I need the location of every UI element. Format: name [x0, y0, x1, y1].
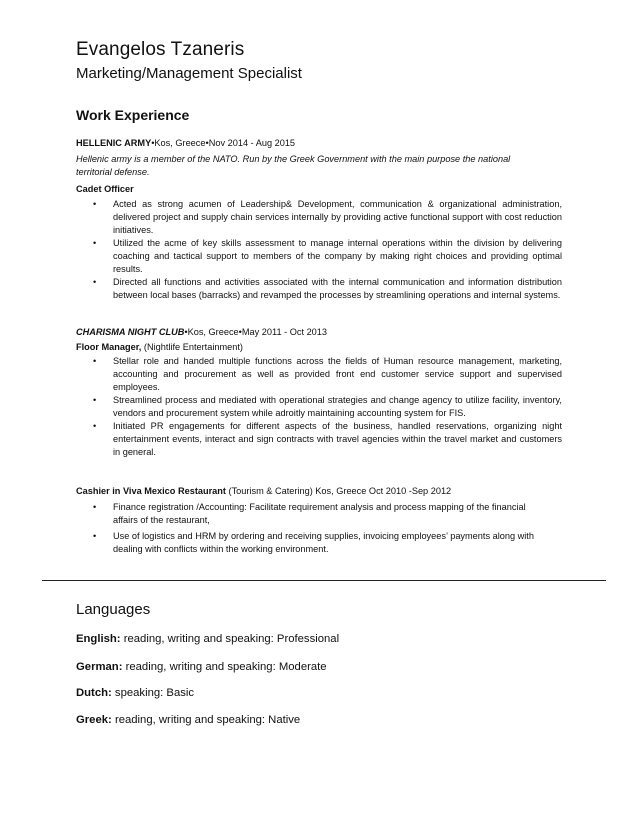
list-item	[93, 355, 562, 394]
languages-heading: Languages	[76, 601, 151, 618]
language-name: German:	[76, 661, 123, 673]
bullet-text: Use of logistics and HRM by ordering and receiving supplies, invoicing employees’ payments along with dealing with conflicts within the working environment.	[113, 531, 534, 554]
bullet-text: Finance registration /Accounting: Facilitate requirement analysis and process mapping of the financial affairs of the restaurant,	[113, 502, 526, 525]
work-experience-heading: Work Experience	[76, 107, 190, 123]
bullet-text: Initiated PR engagements for different aspects of the business, handled reservations, organizing night entertainment events, interact and sign contracts with travel agencies within the travel market and customers in general.	[113, 421, 562, 457]
bullet-text: Acted as strong acumen of Leadership& Development, communication & organizational administration, delivered project and supply chain services internally by providing active functional support with cost reduction initiatives.	[113, 199, 562, 235]
job-role: Floor Manager,	[76, 342, 142, 352]
bullet-icon: •	[93, 199, 97, 209]
language-item	[76, 687, 194, 699]
bullet-icon: •	[93, 356, 97, 366]
job-bullets-hellenic-army	[93, 198, 562, 302]
job-bullets-charisma	[93, 355, 562, 459]
job-org: HELLENIC ARMY	[76, 138, 152, 148]
list-item	[93, 420, 562, 459]
list-item	[93, 394, 562, 420]
job-location: Kos, Greece	[187, 327, 239, 337]
bullet-text: Utilized the acme of key skills assessment to manage internal operations within the division by delivering coaching and tactical support to members of the company by making right choices and providing optimal results.	[113, 238, 562, 274]
bullet-icon: •	[93, 395, 97, 405]
separator: •	[238, 327, 242, 337]
job-details: (Tourism & Catering) Kos, Greece Oct 2010 -Sep 2012	[228, 486, 452, 496]
language-name: Greek:	[76, 714, 112, 726]
job-org: CHARISMA NIGHT CLUB	[76, 327, 185, 337]
job-header-hellenic-army	[76, 137, 295, 150]
job-location: Kos, Greece	[154, 138, 206, 148]
job-header-viva-mexico	[76, 485, 451, 498]
list-item	[93, 501, 553, 527]
job-header-charisma	[76, 326, 327, 339]
language-level: reading, writing and speaking: Professional	[123, 633, 340, 645]
candidate-title: Marketing/Management Specialist	[76, 65, 302, 82]
bullet-icon: •	[93, 421, 97, 431]
language-item	[76, 633, 339, 645]
bullet-icon: •	[93, 238, 97, 248]
list-item	[93, 530, 553, 556]
language-name: English:	[76, 633, 121, 645]
job-role-note: (Nightlife Entertainment)	[143, 342, 243, 352]
language-name: Dutch:	[76, 687, 112, 699]
job-role: Cadet Officer	[76, 184, 134, 194]
job-dates: May 2011 - Oct 2013	[241, 327, 328, 337]
language-item	[76, 661, 327, 673]
job-role-line	[76, 341, 243, 354]
section-divider	[42, 580, 606, 581]
separator: •	[184, 327, 188, 337]
job-dates: Nov 2014 - Aug 2015	[208, 138, 296, 148]
list-item	[93, 198, 562, 237]
language-level: reading, writing and speaking: Moderate	[125, 661, 327, 673]
list-item	[93, 237, 562, 276]
language-level: speaking: Basic	[114, 687, 195, 699]
bullet-text: Streamlined process and mediated with operational strategies and change agency to utilize facility, inventory, vendors and procurement system while adroitly maintaining accounting system for FIS.	[113, 395, 562, 418]
language-level: reading, writing and speaking: Native	[114, 714, 301, 726]
bullet-icon: •	[93, 277, 97, 287]
separator: •	[151, 138, 155, 148]
bullet-icon: •	[93, 502, 97, 512]
bullet-text: Directed all functions and activities associated with the internal communication and information distribution between local bases (barracks) and revamped the processes by streamlining operations and internal systems.	[113, 277, 562, 300]
separator: •	[205, 138, 209, 148]
job-description: Hellenic army is a member of the NATO. Run by the Greek Government with the main purpose the national territorial defense.	[76, 154, 511, 177]
bullet-text: Stellar role and handed multiple functions across the fields of Human resource management, marketing, accounting and procurement as well as provided front end customer service support and supervised employees.	[113, 356, 562, 392]
candidate-name: Evangelos Tzaneris	[76, 39, 245, 60]
language-item	[76, 714, 300, 726]
job-bullets-viva-mexico	[93, 501, 553, 556]
job-role: Cashier in Viva Mexico Restaurant	[76, 486, 226, 496]
bullet-icon: •	[93, 531, 97, 541]
list-item	[93, 276, 562, 302]
